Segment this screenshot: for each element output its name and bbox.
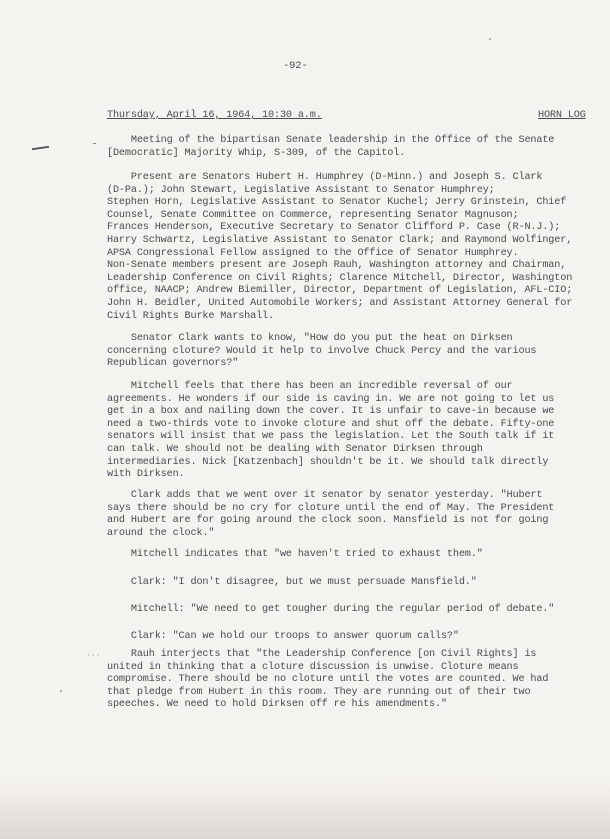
paragraph-clark-disagree: Clark: "I don't disagree, but we must persuade Mansfield." <box>107 577 477 588</box>
margin-dots-mark: ··· <box>86 651 101 660</box>
paragraph-meeting: Meeting of the bipartisan Senate leadership in the Office of the Senate [Democratic] Majority Whip, S-309, of the Capitol. <box>107 135 555 159</box>
margin-dash-mark <box>32 146 49 150</box>
paragraph-clark-adds: Clark adds that we went over it senator by senator yesterday. "Hubert says there should be no cry for cloture until the end of May. The President and Hubert are for going around the clock soon. Mansfield is not for going around the clock." <box>107 490 555 539</box>
paragraph-clark-quorum: Clark: "Can we hold our troops to answer quorum calls?" <box>107 631 459 642</box>
paragraph-mitchell-indicates: Mitchell indicates that "we haven't tried to exhaust them." <box>107 549 483 560</box>
paragraph-mitchell-feels: Mitchell feels that there has been an incredible reversal of our agreements. He wonders if our side is caving in. We are not going to let us get in a box and nailing down the cover. It is unfair to cave-in because we need a two-thirds vote to invoke cloture and shut off the debate. Fifty-one senators will insist that we pass the legislation. Let the South talk if it can talk. We should not be dealing with Senator Dirksen through intermediaries. Nick [Katzenbach] shouldn't be it. We should talk directly with Dirksen. <box>107 381 555 481</box>
dateline: Thursday, April 16, 1964, 10:30 a.m. <box>107 110 322 121</box>
page-number: -92- <box>283 60 308 72</box>
paragraph-rauh: Rauh interjects that "the Leadership Conference [on Civil Rights] is united in thinking that a cloture discussion is unwise. Cloture means compromise. There should be no cloture until the votes are counted. We had that pledge from Hubert in this room. They are running out of their two speeches. We need to hold Dirksen off re his amendments." <box>107 649 549 711</box>
paragraph-mitchell-tougher: Mitchell: "We need to get tougher during the regular period of debate." <box>107 604 555 615</box>
paper-speck <box>489 38 491 40</box>
paragraph-attendees: Present are Senators Hubert H. Humphrey (D-Minn.) and Joseph S. Clark (D-Pa.); John Stewart, Legislative Assistant to Senator Humphrey; Stephen Horn, Legislative Assistant to Senator Kuchel; Jerry Grinstein, Chief Counsel, Senate Committee on Commerce, representing Senator Magnuson; Frances Henderson, Executive Secretary to Senator Clifford P. Case (R-N.J.); Harry Schwartz, Legislative Assistant to Senator Clark; and Raymond Wolfinger, APSA Congressional Fellow assigned to the Office of Senator Humphrey. Non-Senate members present are Joseph Rauh, Washington attorney and Chairman, Leadership Conference on Civil Rights; Clarence Mitchell, Director, Washington office, NAACP; Andrew Biemiller, Director, Department of Legislation, AFL-CIO; John H. Beidler, United Automobile Workers; and Assistant Attorney General for Civil Rights Burke Marshall. <box>107 172 573 322</box>
log-label: HORN LOG <box>538 110 586 121</box>
paragraph-clark-question: Senator Clark wants to know, "How do you put the heat on Dirksen concerning cloture? Would it help to involve Chuck Percy and the various Republican governors?" <box>107 333 537 370</box>
margin-tick-mark <box>93 143 96 144</box>
page-bottom-shadow <box>0 779 610 839</box>
paper-speck <box>60 690 62 692</box>
